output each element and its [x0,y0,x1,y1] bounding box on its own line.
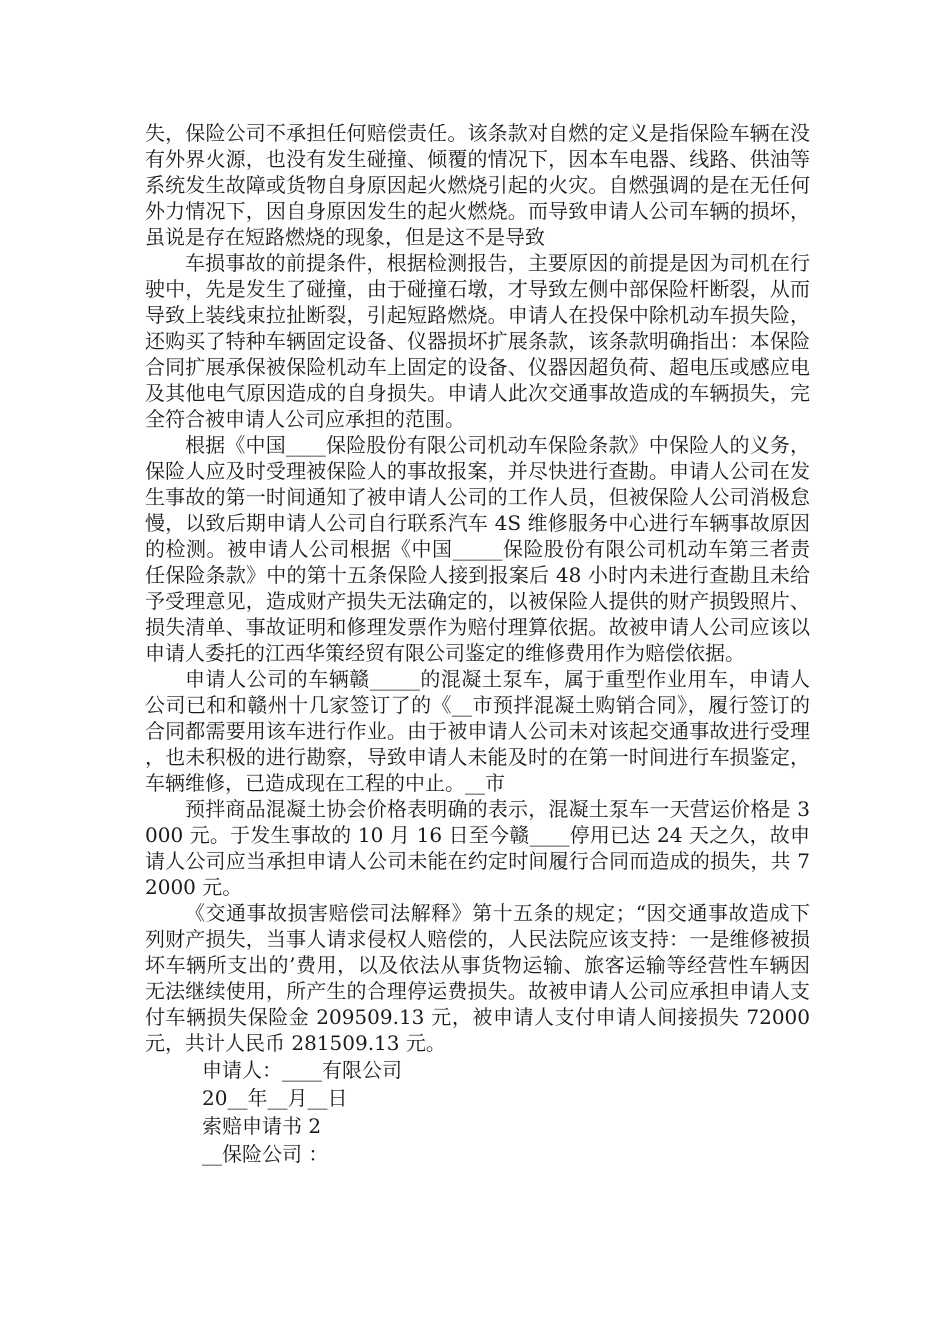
paragraph-3: 根据《中国____保险股份有限公司机动车保险条款》中保险人的义务，保险人应及时受理被保险人的事故报案，并尽快进行查勘。申请人公司在发生事故的第一时间通知了被申请人公司的工作人员，但被保险人公司消极怠慢，以致后期申请人公司自行联系汽车 4S 维修服务中心进行车辆事故原因的检测。被申请人公司根据《中国_____保险股份有限公司机动车第三者责任保险条款》中的第十五条保险人接到报案后 48 小时内未进行查勘且未给予受理意见，造成财产损失无法确定的，以被保险人提供的财产损毁照片、损失清单、事故证明和修理发票作为赔付理算依据。故被申请人公司应该以申请人委托的江西华策经贸有限公司鉴定的维修费用作为赔偿依据。 [145,433,810,665]
document-page [145,120,810,1168]
paragraph-2: 车损事故的前提条件，根据检测报告，主要原因的前提是因为司机在行驶中，先是发生了碰撞，由于碰撞石墩，才导致左侧中部保险杆断裂，从而导致上装线束拉扯断裂，引起短路燃烧。申请人在投保中除机动车损失险，还购买了特种车辆固定设备、仪器损坏扩展条款，该条款明确指出：本保险合同扩展承保被保险机动车上固定的设备、仪器因超负荷、超电压或感应电及其他电气原因造成的自身损失。申请人此次交通事故造成的车辆损失，完全符合被申请人公司应承担的范围。 [145,251,810,431]
date-line: 20__年__月__日 [202,1086,348,1110]
next-document-heading: 索赔申请书 2 [202,1114,322,1138]
paragraph-6: 《交通事故损害赔偿司法解释》第十五条的规定；“因交通事故造成下列财产损失，当事人请求侵权人赔偿的，人民法院应该支持：一是维修被损坏车辆所支出的’费用，以及依法从事货物运输、旅客运输等经营性车辆因无法继续使用，所产生的合理停运费损失。故被申请人公司应承担申请人支付车辆损失保险金 209509.13 元，被申请人支付申请人间接损失 72000 元，共计人民币 281509.13 元。 [145,901,810,1055]
paragraph-5: 预拌商品混凝土协会价格表明确的表示，混凝土泵车一天营运价格是 3000 元。于发生事故的 10 月 16 日至今赣____停用已达 24 天之久，故申请人公司应当承担申请人公司未能在约定时间履行合同而造成的损失，共 72000 元。 [145,797,810,899]
applicant-line: 申请人：____有限公司 [202,1058,402,1082]
signature-block [145,1056,810,1168]
paragraph-1: 失，保险公司不承担任何赔偿责任。该条款对自燃的定义是指保险车辆在没有外界火源，也没有发生碰撞、倾覆的情况下，因本车电器、线路、供油等系统发生故障或货物自身原因起火燃烧引起的火灾。自燃强调的是在无任何外力情况下，因自身原因发生的起火燃烧。而导致申请人公司车辆的损坏，虽说是存在短路燃烧的现象，但是这不是导致 [145,121,810,249]
paragraph-4: 申请人公司的车辆赣_____的混凝土泵车，属于重型作业用车，申请人公司已和和赣州十几家签订了的《__市预拌混凝土购销合同》，履行签订的合同都需要用该车进行作业。由于被申请人公司未对该起交通事故进行受理，也未积极的进行勘察，导致申请人未能及时的在第一时间进行车损鉴定，车辆维修，已造成现在工程的中止。__市 [145,667,810,795]
addressee-line: __保险公司 ： [202,1142,329,1166]
